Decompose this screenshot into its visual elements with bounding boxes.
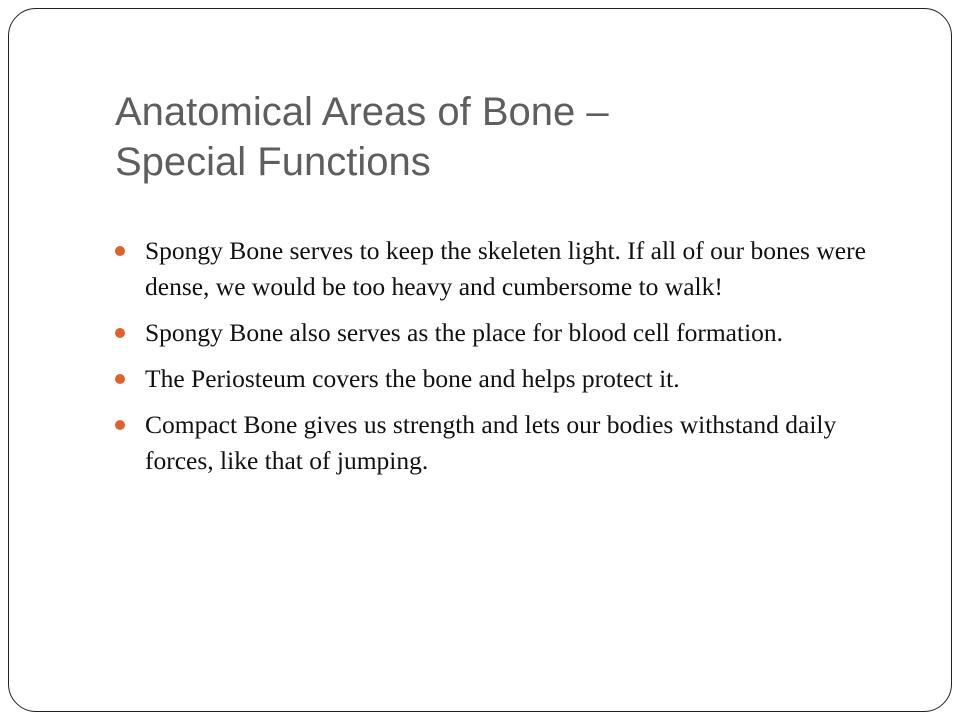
title-line-2: Special Functions [115,140,431,184]
slide-title [115,87,875,187]
bullet-text: The Periosteum covers the bone and helps protect it. [145,364,680,393]
bullet-item [115,233,905,305]
bullet-item [115,361,905,397]
bullet-text: Compact Bone gives us strength and lets our bodies withstand daily forces, like that of jumping. [145,410,837,475]
bullet-item [115,315,905,351]
bullet-dot-icon [115,420,125,430]
bullet-dot-icon [115,246,125,256]
bullet-dot-icon [115,328,125,338]
bullet-list [115,233,905,489]
slide-frame [8,8,952,712]
title-line-1: Anatomical Areas of Bone – [115,90,609,134]
bullet-text: Spongy Bone also serves as the place for blood cell formation. [145,318,784,347]
bullet-dot-icon [115,374,125,384]
bullet-item [115,407,905,479]
bullet-text: Spongy Bone serves to keep the skeleten light. If all of our bones were dense, we would be too heavy and cumbersome to walk! [145,236,866,301]
